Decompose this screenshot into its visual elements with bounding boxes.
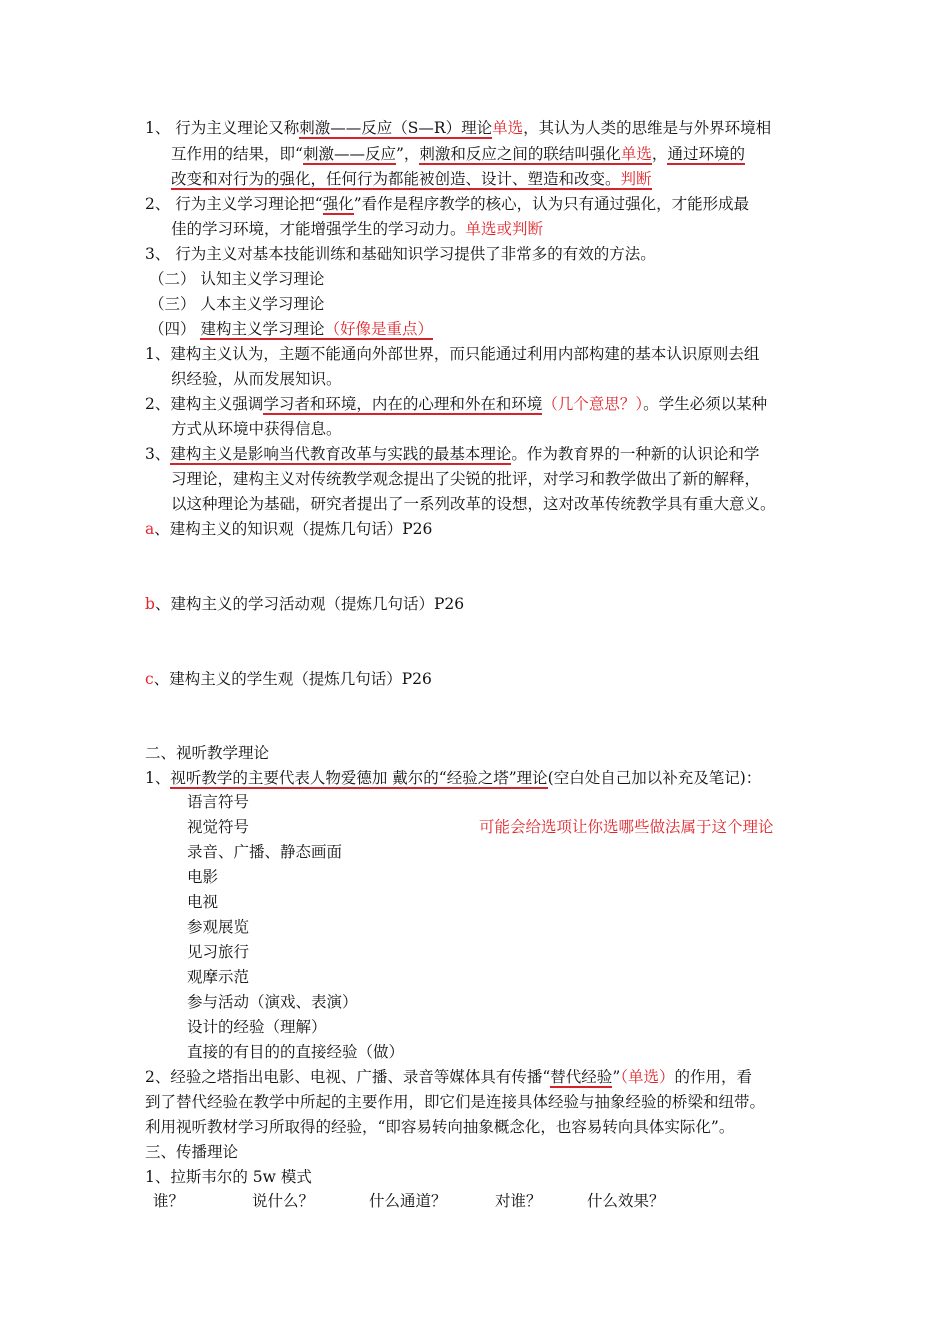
item-audiovisual-2-line3: 利用视听教材学习所取得的经验，“即容易转向抽象概念化，也容易转向具体实际化”。 xyxy=(145,1118,735,1136)
five-w-what: 说什么？ xyxy=(252,1192,315,1210)
heading-constructivism: （四） 建构主义学习理论（好像是重点） xyxy=(149,320,433,338)
five-w-whom: 对谁？ xyxy=(495,1192,542,1210)
cone-level-6: 参观展览 xyxy=(187,918,250,936)
heading-humanism: （三） 人本主义学习理论 xyxy=(149,295,325,313)
cone-level-11: 直接的有目的的直接经验（做） xyxy=(187,1043,405,1061)
cone-level-1: 语言符号 xyxy=(187,793,250,811)
item-constructivism-3-line1: 3、建构主义是影响当代教育改革与实践的最基本理论。作为教育界的一种新的认识论和学 xyxy=(145,445,760,463)
item-constructivism-3-line3: 以这种理论为基础，研究者提出了一系列改革的设想，这对改革传统教学具有重大意义。 xyxy=(171,495,776,513)
heading-communication: 三、传播理论 xyxy=(145,1143,239,1161)
item-constructivism-3-line2: 习理论，建构主义对传统教学观念提出了尖锐的批评，对学习和教学做出了新的解释， xyxy=(171,470,761,488)
cone-level-9: 参与活动（演戏、表演） xyxy=(187,993,358,1011)
item-behaviorism-2-line2: 佳的学习环境，才能增强学生的学习动力。单选或判断 xyxy=(171,220,544,238)
item-behaviorism-3: 3、 行为主义对基本技能训练和基础知识学习提供了非常多的有效的方法。 xyxy=(145,245,656,263)
item-learning-activity-view: b、建构主义的学习活动观（提炼几句话）P26 xyxy=(145,595,465,613)
item-constructivism-1-line1: 1、建构主义认为，主题不能通向外部世界，而只能通过利用内部构建的基本认识原则去组 xyxy=(145,345,760,363)
item-knowledge-view: a、建构主义的知识观（提炼几句话）P26 xyxy=(145,520,433,538)
cone-level-7: 见习旅行 xyxy=(187,943,250,961)
cone-level-10: 设计的经验（理解） xyxy=(187,1018,327,1036)
item-lasswell: 1、拉斯韦尔的 5w 模式 xyxy=(145,1168,312,1186)
cone-level-5: 电视 xyxy=(187,893,219,911)
item-constructivism-2-line1: 2、建构主义强调学习者和环境，内在的心理和外在和环境（几个意思？）。学生必须以某种 xyxy=(145,395,768,413)
annotation-cone-note: 可能会给选项让你选哪些做法属于这个理论 xyxy=(479,818,774,836)
heading-cognitivism: （二） 认知主义学习理论 xyxy=(149,270,325,288)
item-behaviorism-1-line3: 改变和对行为的强化，任何行为都能被创造、设计、塑造和改变。判断 xyxy=(171,170,652,188)
cone-level-8: 观摩示范 xyxy=(187,968,250,986)
five-w-effect: 什么效果？ xyxy=(587,1192,665,1210)
item-student-view: c、建构主义的学生观（提炼几句话）P26 xyxy=(145,670,432,688)
cone-level-3: 录音、广播、静态画面 xyxy=(187,843,343,861)
cone-level-4: 电影 xyxy=(187,868,219,886)
five-w-who: 谁？ xyxy=(153,1192,185,1210)
item-constructivism-2-line2: 方式从环境中获得信息。 xyxy=(171,420,342,438)
item-behaviorism-1-line2: 互作用的结果，即“刺激——反应”，刺激和反应之间的联结叫强化单选，通过环境的 xyxy=(171,145,745,163)
item-audiovisual-2-line2: 到了替代经验在教学中所起的主要作用，即它们是连接具体经验与抽象经验的桥梁和纽带。 xyxy=(145,1093,766,1111)
five-w-channel: 什么通道？ xyxy=(369,1192,447,1210)
item-behaviorism-2-line1: 2、 行为主义学习理论把“强化”看作是程序教学的核心，认为只有通过强化，才能形成最 xyxy=(145,195,750,213)
cone-level-2: 视觉符号 xyxy=(187,818,250,836)
item-audiovisual-1: 1、视听教学的主要代表人物爱德加 戴尔的“经验之塔”理论(空白处自己加以补充及笔记)： xyxy=(145,769,762,787)
item-behaviorism-1-line1: 1、 行为主义理论又称刺激——反应（S—R）理论单选，其认为人类的思维是与外界环境相 xyxy=(145,119,772,137)
item-constructivism-1-line2: 织经验，从而发展知识。 xyxy=(171,370,342,388)
heading-audiovisual: 二、视听教学理论 xyxy=(145,744,270,762)
item-audiovisual-2-line1: 2、经验之塔指出电影、电视、广播、录音等媒体具有传播“替代经验”（单选）的作用，看 xyxy=(145,1068,753,1086)
